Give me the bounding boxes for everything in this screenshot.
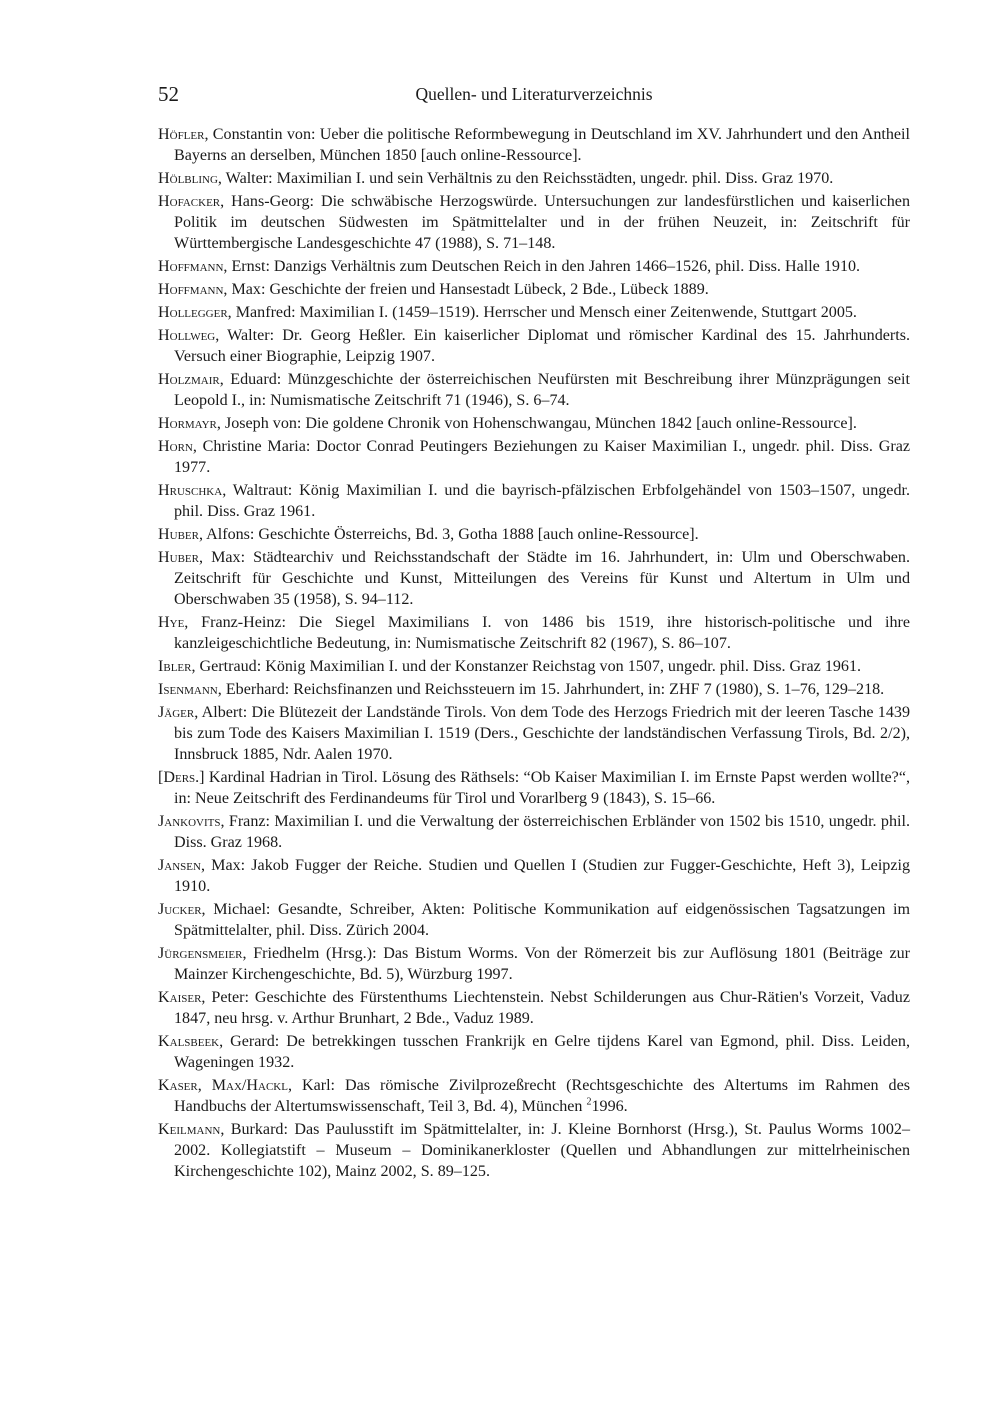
running-title: Quellen- und Literaturverzeichnis bbox=[415, 84, 653, 104]
bibliography-entry bbox=[158, 168, 910, 189]
bibliography-entry bbox=[158, 855, 910, 897]
entry-author: Höfler bbox=[158, 126, 205, 143]
bibliography-entry bbox=[158, 767, 910, 809]
bibliography-entry bbox=[158, 124, 910, 166]
bibliography-entry bbox=[158, 524, 910, 545]
bibliography-entry bbox=[158, 1119, 910, 1182]
entry-text: , Burkard: Das Paulusstift im Spätmittelalter, in: J. Kleine Bornhorst (Hrsg.), St. Paulus Worms 1002–2002. Kollegiatstift – Museum – Dominikanerkloster (Quellen und Abhandlungen zur mittelrheinischen Kirchengeschichte 102), Mainz 2002, S. 89–125. bbox=[174, 1121, 910, 1180]
bibliography-entry bbox=[158, 302, 910, 323]
entry-text: , Christine Maria: Doctor Conrad Peutingers Beziehungen zu Kaiser Maximilian I., ungedr. phil. Diss. Graz 1977. bbox=[174, 438, 910, 476]
entry-author: Huber bbox=[158, 526, 199, 543]
entry-text: , Manfred: Maximilian I. (1459–1519). Herrscher und Mensch einer Zeitenwende, Stuttgart 2005. bbox=[227, 304, 857, 321]
entry-text: , Karl: Das römische Zivilprozeßrecht (Rechtsgeschichte des Altertums im Rahmen des Handbuchs der Altertumswissenschaft, Teil 3, Bd. 4), München bbox=[174, 1077, 910, 1115]
entry-author: Hoffmann bbox=[158, 258, 224, 275]
entry-text: , Franz: Maximilian I. und die Verwaltung der österreichischen Erbländer von 1502 bis 1510, ungedr. phil. Diss. Graz 1968. bbox=[174, 813, 910, 851]
bibliography-entry bbox=[158, 480, 910, 522]
entry-author: Hormayr bbox=[158, 415, 217, 432]
entry-author: Hye bbox=[158, 614, 185, 631]
entry-text: , Ernst: Danzigs Verhältnis zum Deutschen Reich in den Jahren 1466–1526, phil. Diss. Halle 1910. bbox=[223, 258, 861, 275]
entry-text: , Eduard: Münzgeschichte der österreichischen Neufürsten mit Beschreibung ihrer Münzprägungen seit Leopold I., in: Numismatische Zeitschrift 71 (1946), S. 6–74. bbox=[174, 371, 910, 409]
entry-author: Isenmann bbox=[158, 681, 218, 698]
bibliography-entry bbox=[158, 811, 910, 853]
page-number: 52 bbox=[158, 82, 179, 106]
entry-text: , Constantin von: Ueber die politische Reformbewegung in Deutschland im XV. Jahrhundert und den Antheil Bayerns an derselben, München 1850 [auch online-Ressource]. bbox=[174, 126, 910, 164]
entry-text: , Franz-Heinz: Die Siegel Maximilians I. von 1486 bis 1519, ihre historisch-politische und ihre kanzleigeschichtliche Bedeutung, in: Numismatische Zeitschrift 82 (1967), S. 86–107. bbox=[174, 614, 910, 652]
entry-author: Keilmann bbox=[158, 1121, 221, 1138]
bibliography-entry bbox=[158, 943, 910, 985]
bibliography-entry bbox=[158, 702, 910, 765]
entry-text: , Albert: Die Blütezeit der Landstände Tirols. Von dem Tode des Herzogs Friedrich mit der leeren Tasche 1439 bis zum Tode des Kaisers Maximilian I. 1519 (Ders., Geschichte der landständischen Verfassung Tirols, Bd. 2/2), Innsbruck 1885, Ndr. Aalen 1970. bbox=[174, 704, 910, 763]
entry-author: Jucker bbox=[158, 901, 202, 918]
entry-author: Holzmair bbox=[158, 371, 220, 388]
entry-text: , Gerard: De betrekkingen tusschen Frankrijk en Gelre tijdens Karel van Egmond, phil. Diss. Leiden, Wageningen 1932. bbox=[174, 1033, 910, 1071]
entry-author: Hruschka bbox=[158, 482, 223, 499]
entry-author: Kalsbeek bbox=[158, 1033, 220, 1050]
bibliography-entry bbox=[158, 612, 910, 654]
entry-author: Jansen bbox=[158, 857, 201, 874]
bibliography-entry bbox=[158, 987, 910, 1029]
entry-text: , Peter: Geschichte des Fürstenthums Liechtenstein. Nebst Schilderungen aus Chur-Rätien's Vorzeit, Vaduz 1847, neu hrsg. v. Arthur Brunhart, 2 Bde., Vaduz 1989. bbox=[174, 989, 910, 1027]
entry-text: , Friedhelm (Hrsg.): Das Bistum Worms. Von der Römerzeit bis zur Auflösung 1801 (Beiträge zur Mainzer Kirchengeschichte, Bd. 5), Würzburg 1997. bbox=[174, 945, 910, 983]
bibliography-entry bbox=[158, 191, 910, 254]
bibliography-entry bbox=[158, 256, 910, 277]
entry-author: Ibler bbox=[158, 658, 192, 675]
entry-author: Kaser, Max/Hackl bbox=[158, 1077, 288, 1094]
bibliography-entry bbox=[158, 679, 910, 700]
entry-text: , Alfons: Geschichte Österreichs, Bd. 3, Gotha 1888 [auch online-Ressource]. bbox=[198, 526, 699, 543]
bibliography-entry bbox=[158, 547, 910, 610]
entry-author: Hollweg bbox=[158, 327, 216, 344]
entry-text: , Max: Jakob Fugger der Reiche. Studien und Quellen I (Studien zur Fugger-Geschichte, Heft 3), Leipzig 1910. bbox=[174, 857, 910, 895]
entry-author: Hofacker bbox=[158, 193, 221, 210]
running-header bbox=[158, 80, 910, 108]
entry-text: , Waltraut: König Maximilian I. und die bayrisch-pfälzischen Erbfolgehändel von 1503–1507, ungedr. phil. Diss. Graz 1961. bbox=[174, 482, 910, 520]
bibliography-list bbox=[158, 124, 910, 1184]
entry-author: Jäger bbox=[158, 704, 195, 721]
entry-text: , Eberhard: Reichsfinanzen und Reichssteuern im 15. Jahrhundert, in: ZHF 7 (1980), S. 1–76, 129–218. bbox=[217, 681, 885, 698]
bibliography-entry bbox=[158, 279, 910, 300]
bibliography-entry bbox=[158, 1031, 910, 1073]
bibliography-entry bbox=[158, 325, 910, 367]
entry-text: , Joseph von: Die goldene Chronik von Hohenschwangau, München 1842 [auch online-Ressource]. bbox=[216, 415, 857, 432]
bibliography-entry bbox=[158, 436, 910, 478]
entry-text: , Hans-Georg: Die schwäbische Herzogswürde. Untersuchungen zur landesfürstlichen und kaiserlichen Politik im deutschen Südwesten im Spätmittelalter und in der frühen Neuzeit, in: Zeitschrift für Württembergische Landesgeschichte 47 (1988), S. 71–148. bbox=[174, 193, 910, 252]
entry-text: , Gertraud: König Maximilian I. und der Konstanzer Reichstag von 1507, ungedr. phil. Diss. Graz 1961. bbox=[191, 658, 862, 675]
entry-text-tail: 1996. bbox=[591, 1098, 628, 1115]
entry-text: , Max: Geschichte der freien und Hansestadt Lübeck, 2 Bde., Lübeck 1889. bbox=[223, 281, 709, 298]
entry-author: Hoffmann bbox=[158, 281, 224, 298]
entry-text: , Walter: Dr. Georg Heßler. Ein kaiserlicher Diplomat und römischer Kardinal des 15. Jahrhunderts. Versuch einer Biographie, Leipzig 1907. bbox=[174, 327, 910, 365]
entry-author: Hollegger bbox=[158, 304, 228, 321]
entry-author: Horn bbox=[158, 438, 193, 455]
bibliography-entry bbox=[158, 1075, 910, 1117]
bibliography-entry bbox=[158, 369, 910, 411]
entry-author: [Ders.] bbox=[158, 769, 205, 786]
entry-author: Hölbling bbox=[158, 170, 218, 187]
edition-superscript: 2 bbox=[586, 1096, 592, 1108]
bibliography-entry bbox=[158, 656, 910, 677]
entry-author: Jankovits bbox=[158, 813, 221, 830]
entry-text: Kardinal Hadrian in Tirol. Lösung des Räthsels: “Ob Kaiser Maximilian I. im Ernste Papst werden wollte?“, in: Neue Zeitschrift des Ferdinandeums für Tirol und Vorarlberg 9 (1843), S. 15–66. bbox=[174, 769, 910, 807]
entry-author: Jürgensmeier bbox=[158, 945, 243, 962]
entry-text: , Walter: Maximilian I. und sein Verhältnis zu den Reichsstädten, ungedr. phil. Diss. Graz 1970. bbox=[217, 170, 834, 187]
bibliography-entry bbox=[158, 413, 910, 434]
bibliography-entry bbox=[158, 899, 910, 941]
entry-author: Huber bbox=[158, 549, 199, 566]
entry-author: Kaiser bbox=[158, 989, 202, 1006]
entry-text: , Michael: Gesandte, Schreiber, Akten: Politische Kommunikation auf eidgenössischen Tagsatzungen im Spätmittelalter, phil. Diss. Zürich 2004. bbox=[174, 901, 910, 939]
entry-text: , Max: Städtearchiv und Reichsstandschaft der Städte im 16. Jahrhundert, in: Ulm und Oberschwaben. Zeitschrift für Geschichte und Kunst, Mitteilungen des Vereins für Kunst und Altertum in Ulm und Oberschwaben 35 (1958), S. 94–112. bbox=[174, 549, 910, 608]
